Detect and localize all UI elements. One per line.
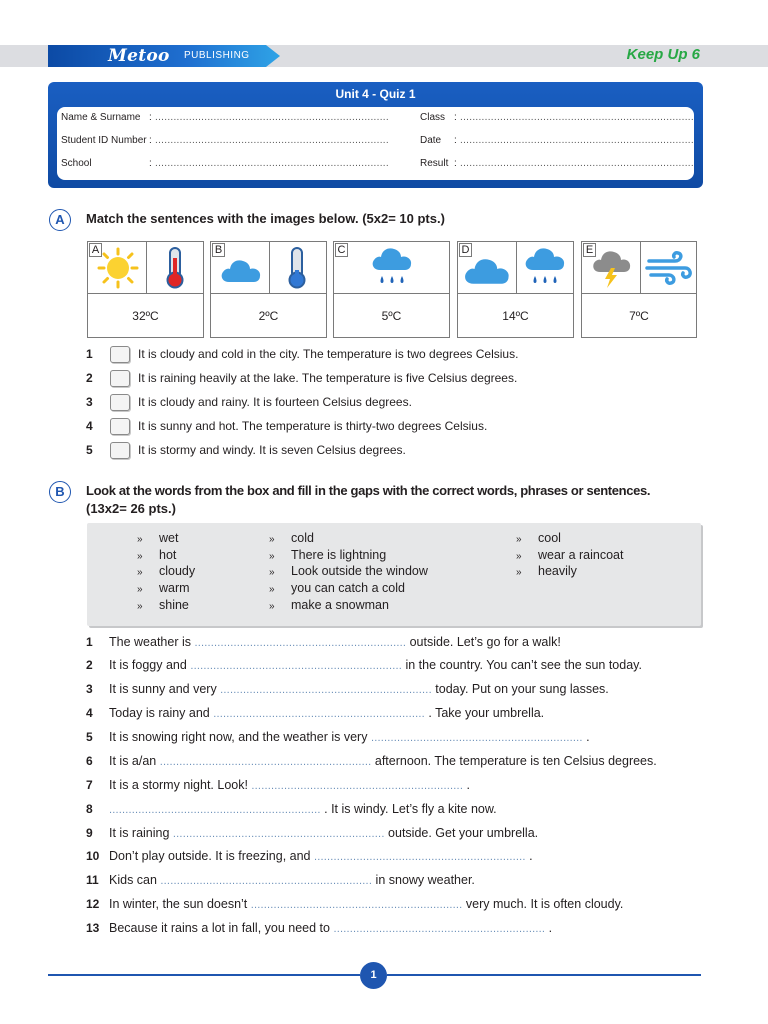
word-option: » warm (137, 581, 190, 595)
word-option: » cold (269, 531, 314, 545)
answer-gap[interactable]: ................................................................. (251, 780, 464, 792)
box-letter: C (335, 243, 348, 257)
temperature-label: 32ºC (132, 309, 159, 323)
answer-gap[interactable]: ................................................................. (313, 851, 526, 863)
section-b-badge: B (49, 481, 71, 503)
match-item-4: 4 It is sunny and hot. The temperature is thirty-two degrees Celsius. (86, 419, 488, 433)
temperature-label: 2ºC (258, 309, 279, 323)
weather-box-c (333, 241, 450, 338)
word-box (87, 523, 701, 626)
weather-box-a (87, 241, 204, 338)
match-item-2: 2 It is raining heavily at the lake. The temperature is five Celsius degrees. (86, 371, 518, 385)
student-id-field[interactable]: Student ID Number : ............................................................................ (61, 135, 389, 146)
result-field[interactable]: Result : ............................................................................ (420, 158, 694, 169)
fill-item-1: 1 The weather is ................................................................. outside. Let’s go for a walk! (86, 635, 561, 649)
wind-icon (645, 249, 693, 287)
footer-line-right (387, 974, 701, 976)
quiz-title: Unit 4 - Quiz 1 (335, 87, 416, 101)
match-item-3: 3 It is cloudy and rainy. It is fourteen Celsius degrees. (86, 395, 412, 409)
word-option: » heavily (516, 564, 577, 578)
temperature-label: 5ºC (381, 309, 402, 323)
word-option: » wet (137, 531, 179, 545)
word-option: » There is lightning (269, 548, 387, 562)
class-field[interactable]: Class : ............................................................................ (420, 112, 694, 123)
brand-logo: Metoo (108, 46, 170, 66)
fill-item-11: 11 Kids can ................................................................. in snowy weather. (86, 873, 475, 887)
cloud-icon (219, 254, 263, 284)
cloud-icon (462, 252, 512, 286)
answer-gap[interactable]: ................................................................. (333, 923, 546, 935)
answer-gap[interactable]: ................................................................. (370, 732, 583, 744)
fill-item-4: 4 Today is rainy and ................................................................. . Take your umbrella. (86, 706, 545, 720)
answer-gap[interactable]: ................................................................. (220, 684, 432, 696)
weather-box-b (210, 241, 327, 338)
fill-item-6: 6 It is a/an ................................................................. afternoon. The temperature is ten Celsius degrees. (86, 754, 657, 768)
answer-gap[interactable]: ................................................................. (213, 708, 425, 720)
footer-line-left (48, 974, 360, 976)
weather-box-e (581, 241, 697, 338)
rain-cloud-icon (370, 246, 414, 290)
answer-gap[interactable]: ................................................................. (109, 804, 321, 816)
box-letter: E (583, 243, 596, 257)
name-surname-field[interactable]: Name & Surname : ............................................................................ (61, 112, 389, 123)
answer-gap[interactable]: ................................................................. (250, 899, 463, 911)
section-b-points: (13x2= 26 pts.) (86, 501, 176, 516)
brand-publishing: PUBLISHING (184, 50, 250, 61)
word-option: » cloudy (137, 564, 196, 578)
date-field[interactable]: Date : ............................................................................ (420, 135, 694, 146)
fill-item-12: 12 In winter, the sun doesn’t ................................................................. very much. It is often cloudy. (86, 897, 624, 911)
fill-item-5: 5 It is snowing right now, and the weather is very ................................................................. . (86, 730, 590, 744)
answer-box[interactable] (110, 394, 130, 411)
word-option: » wear a raincoat (516, 548, 624, 562)
fill-item-9: 9 It is raining ................................................................. outside. Get your umbrella. (86, 826, 539, 840)
section-a-badge: A (49, 209, 71, 231)
storm-cloud-icon (591, 248, 633, 290)
section-a-title: Match the sentences with the images below. (5x2= 10 pts.) (86, 211, 445, 226)
section-b-title: Look at the words from the box and fill in the gaps with the correct words, phrases or sentences. (86, 483, 651, 498)
answer-box[interactable] (110, 418, 130, 435)
word-option: » you can catch a cold (269, 581, 405, 595)
fill-item-13: 13 Because it rains a lot in fall, you need to ................................................................. . (86, 921, 553, 935)
answer-box[interactable] (110, 370, 130, 387)
series-title: Keep Up 6 (626, 46, 700, 63)
rain-cloud-icon (523, 246, 567, 290)
student-info-fields (57, 107, 694, 180)
thermometer-hot-icon (162, 246, 188, 290)
fill-item-7: 7 It is a stormy night. Look! ................................................................. . (86, 778, 471, 792)
fill-item-2: 2 It is foggy and ................................................................. in the country. You can’t see the sun today. (86, 658, 642, 672)
sun-icon (97, 247, 139, 289)
answer-gap[interactable]: ................................................................. (190, 660, 402, 672)
temperature-label: 7ºC (629, 309, 649, 323)
page-number: 1 (360, 962, 387, 989)
answer-gap[interactable]: ................................................................. (172, 828, 385, 840)
fill-item-8: 8 ................................................................. . It is windy. Let’s fly a kite now. (86, 802, 497, 816)
thermometer-cold-icon (284, 246, 310, 290)
word-option: » cool (516, 531, 561, 545)
answer-gap[interactable]: ................................................................. (160, 875, 373, 887)
student-info-card (48, 82, 703, 188)
temperature-label: 14ºC (502, 309, 529, 323)
fill-item-3: 3 It is sunny and very ................................................................. today. Put on your sung lasses. (86, 682, 609, 696)
box-letter: A (89, 243, 102, 257)
word-option: » make a snowman (269, 598, 389, 612)
answer-box[interactable] (110, 442, 130, 459)
fill-item-10: 10 Don’t play outside. It is freezing, and ................................................................. . (86, 849, 533, 863)
school-field[interactable]: School : ............................................................................ (61, 158, 389, 169)
weather-box-d (457, 241, 574, 338)
answer-gap[interactable]: ................................................................. (159, 756, 372, 768)
word-option: » shine (137, 598, 189, 612)
match-item-1: 1 It is cloudy and cold in the city. The temperature is two degrees Celsius. (86, 347, 519, 361)
box-letter: D (459, 243, 472, 257)
answer-gap[interactable]: ................................................................. (194, 637, 407, 649)
answer-box[interactable] (110, 346, 130, 363)
word-option: » hot (137, 548, 177, 562)
box-letter: B (212, 243, 225, 257)
match-item-5: 5 It is stormy and windy. It is seven Celsius degrees. (86, 443, 406, 457)
word-option: » Look outside the window (269, 564, 428, 578)
